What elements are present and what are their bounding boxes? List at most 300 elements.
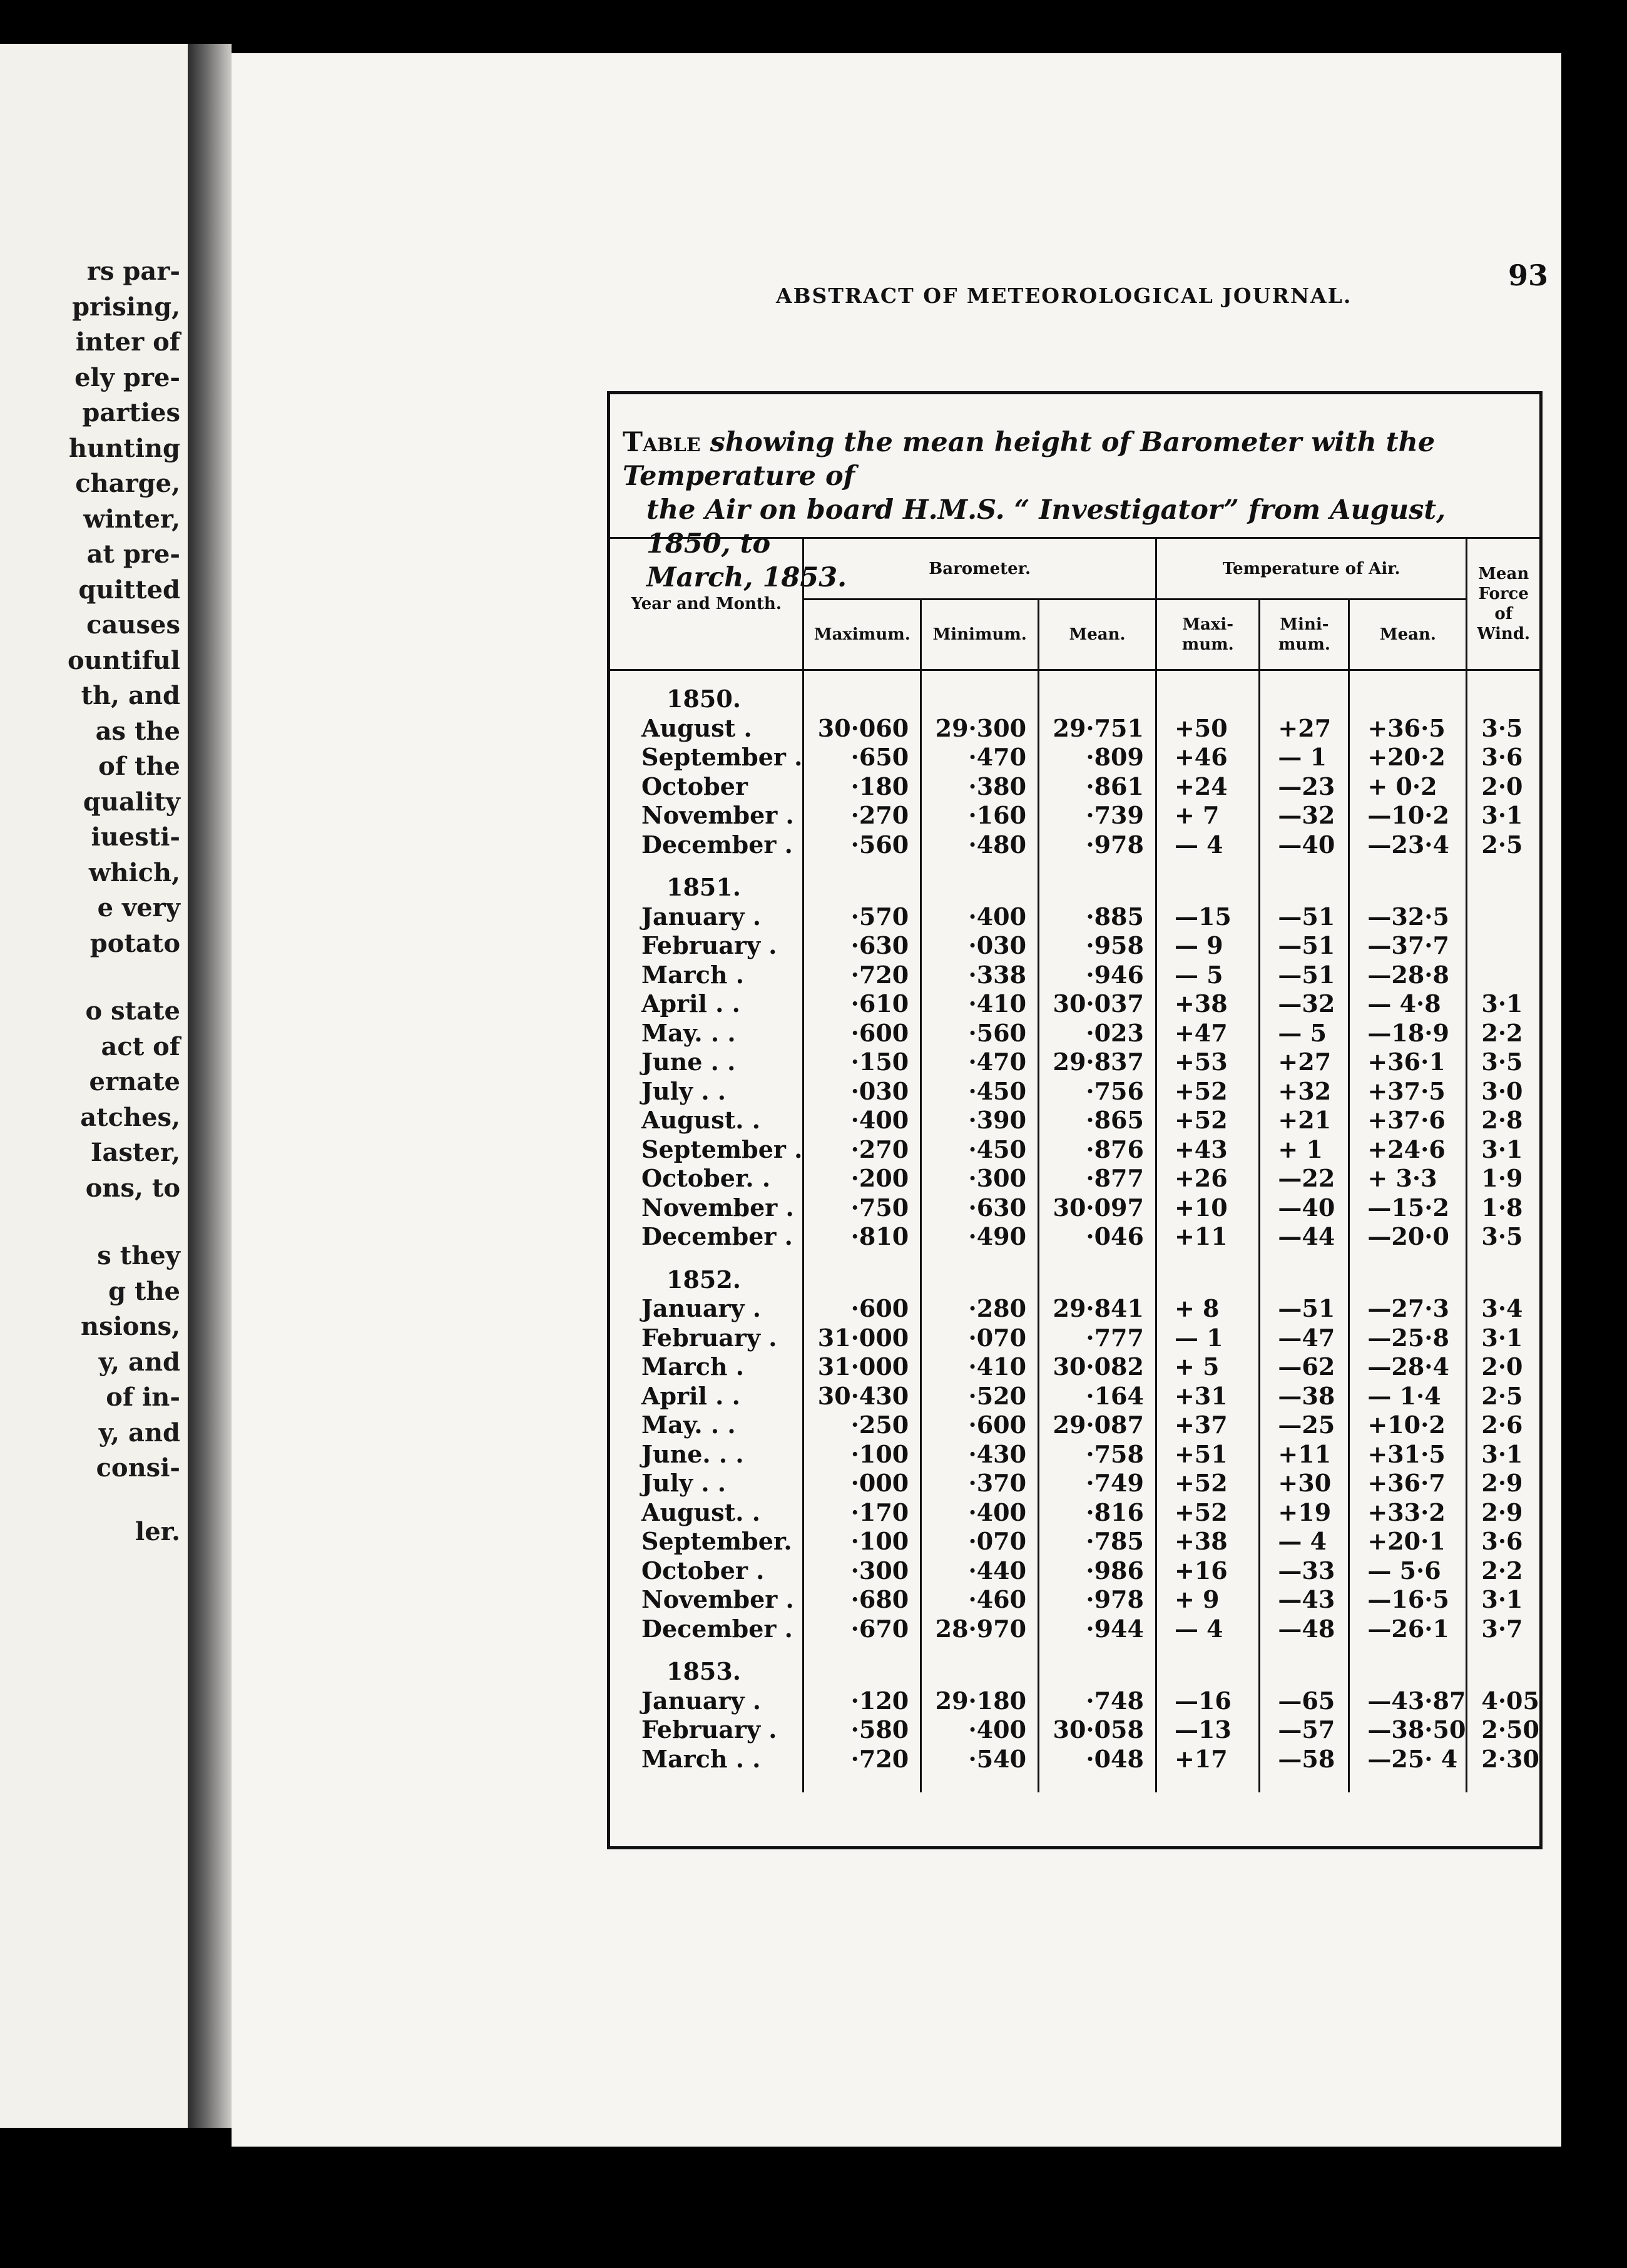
wind-force-cell: 1·8	[1467, 1193, 1539, 1223]
barometer-mean-cell: ·946	[1039, 961, 1156, 990]
temp-min-cell: —23	[1260, 772, 1349, 802]
temp-min-cell: —44	[1260, 1222, 1349, 1252]
temp-min-cell: —57	[1260, 1715, 1349, 1745]
empty-cell	[1039, 1643, 1156, 1687]
month-label: January .	[641, 1294, 762, 1322]
temp-max-cell: +26	[1156, 1164, 1259, 1193]
temp-min-cell: —65	[1260, 1687, 1349, 1716]
wind-force-cell: 2·5	[1467, 1382, 1539, 1411]
left-page-line: ely pre-	[74, 362, 180, 392]
barometer-min-cell: ·520	[921, 1382, 1039, 1411]
month-label: November .	[641, 801, 794, 829]
empty-cell	[1039, 670, 1156, 714]
temp-mean-cell: —25·8	[1349, 1324, 1467, 1353]
month-label: July . .	[641, 1469, 727, 1497]
temp-max-cell: +38	[1156, 1527, 1259, 1556]
temp-min-cell: —51	[1260, 1294, 1349, 1324]
barometer-max-cell: ·610	[803, 989, 921, 1019]
empty-cell	[1349, 1643, 1467, 1687]
barometer-min-cell: ·480	[921, 830, 1039, 860]
header-temp-max: Maxi- mum.	[1156, 600, 1259, 670]
left-page-line: y, and	[98, 1347, 180, 1377]
barometer-mean-cell: ·809	[1039, 743, 1156, 772]
wind-force-cell: 3·0	[1467, 1077, 1539, 1106]
wind-force-cell: 2·5	[1467, 830, 1539, 860]
temp-max-cell: +52	[1156, 1469, 1259, 1498]
barometer-min-cell: ·540	[921, 1745, 1039, 1774]
wind-force-cell: 3·1	[1467, 989, 1539, 1019]
empty-cell	[921, 859, 1039, 902]
page-number: 93	[1508, 258, 1549, 292]
barometer-min-cell: ·160	[921, 801, 1039, 830]
barometer-mean-cell: 30·097	[1039, 1193, 1156, 1223]
barometer-mean-cell: ·046	[1039, 1222, 1156, 1252]
wind-force-cell: 2·30	[1467, 1745, 1539, 1774]
empty-cell	[1260, 670, 1349, 714]
month-label: April . .	[641, 989, 740, 1018]
temp-max-cell: — 4	[1156, 1615, 1259, 1644]
table-row	[610, 1715, 1539, 1745]
wind-force-cell: 3·1	[1467, 1135, 1539, 1165]
empty-cell	[610, 1774, 803, 1792]
table-row	[610, 1687, 1539, 1716]
barometer-min-cell: ·440	[921, 1556, 1039, 1586]
table-box	[607, 391, 1543, 1849]
barometer-mean-cell: ·865	[1039, 1106, 1156, 1135]
empty-cell	[1260, 1643, 1349, 1687]
table-row	[610, 1294, 1539, 1324]
barometer-min-cell: ·380	[921, 772, 1039, 802]
barometer-max-cell: ·270	[803, 1135, 921, 1165]
barometer-max-cell: ·650	[803, 743, 921, 772]
barometer-min-cell: ·490	[921, 1222, 1039, 1252]
table-row	[610, 801, 1539, 830]
temp-max-cell: — 4	[1156, 830, 1259, 860]
barometer-min-cell: ·390	[921, 1106, 1039, 1135]
table-row	[610, 1585, 1539, 1615]
barometer-mean-cell: ·876	[1039, 1135, 1156, 1165]
barometer-mean-cell: ·877	[1039, 1164, 1156, 1193]
month-label: August .	[641, 713, 752, 742]
table-row	[610, 1135, 1539, 1165]
temp-min-cell: —40	[1260, 830, 1349, 860]
table-row	[610, 1106, 1539, 1135]
temp-min-cell: —22	[1260, 1164, 1349, 1193]
temp-max-cell: +52	[1156, 1498, 1259, 1528]
left-page-line: Iaster,	[90, 1138, 180, 1167]
temp-mean-cell: +36·5	[1349, 714, 1467, 743]
barometer-max-cell: 30·430	[803, 1382, 921, 1411]
wind-force-cell: 2·2	[1467, 1556, 1539, 1586]
temp-max-cell: +37	[1156, 1411, 1259, 1440]
temp-min-cell: —40	[1260, 1193, 1349, 1223]
barometer-min-cell: ·070	[921, 1527, 1039, 1556]
temp-mean-cell: —10·2	[1349, 801, 1467, 830]
barometer-min-cell: ·450	[921, 1077, 1039, 1106]
barometer-min-cell: ·400	[921, 1498, 1039, 1528]
month-label: September .	[641, 743, 803, 771]
temp-min-cell: — 5	[1260, 1019, 1349, 1048]
empty-cell	[1156, 859, 1259, 902]
month-label: May. . .	[641, 1018, 736, 1047]
barometer-max-cell: ·560	[803, 830, 921, 860]
temp-mean-cell: —16·5	[1349, 1585, 1467, 1615]
wind-force-cell: 3·1	[1467, 801, 1539, 830]
temp-mean-cell: +36·7	[1349, 1469, 1467, 1498]
barometer-mean-cell: ·749	[1039, 1469, 1156, 1498]
wind-force-cell: 2·9	[1467, 1498, 1539, 1528]
temp-max-cell: +46	[1156, 743, 1259, 772]
wind-force-cell: 3·1	[1467, 1440, 1539, 1469]
table-row	[610, 1615, 1539, 1644]
barometer-min-cell: ·460	[921, 1585, 1039, 1615]
temp-min-cell: +32	[1260, 1077, 1349, 1106]
year-row	[610, 670, 1539, 714]
barometer-max-cell: ·570	[803, 902, 921, 932]
wind-force-cell	[1467, 961, 1539, 990]
month-label: July . .	[641, 1076, 727, 1105]
barometer-min-cell: ·600	[921, 1411, 1039, 1440]
barometer-min-cell: ·560	[921, 1019, 1039, 1048]
barometer-mean-cell: ·758	[1039, 1440, 1156, 1469]
left-page-line: potato	[89, 928, 180, 958]
table-row	[610, 1527, 1539, 1556]
table-row	[610, 989, 1539, 1019]
barometer-max-cell: ·100	[803, 1527, 921, 1556]
empty-cell	[921, 1643, 1039, 1687]
barometer-max-cell: ·030	[803, 1077, 921, 1106]
header-temp-min: Mini- mum.	[1260, 600, 1349, 670]
left-page-line: parties	[82, 398, 180, 427]
left-page-line: e very	[97, 893, 180, 922]
month-label: March .	[641, 1352, 744, 1381]
barometer-min-cell: ·070	[921, 1324, 1039, 1353]
month-label: October .	[641, 1556, 765, 1585]
barometer-min-cell: 28·970	[921, 1615, 1039, 1644]
month-label: December .	[641, 1614, 793, 1643]
header-temperature: Temperature of Air.	[1156, 538, 1466, 600]
empty-cell	[1039, 1774, 1156, 1792]
left-page-line: quitted	[78, 575, 180, 605]
barometer-mean-cell: 29·087	[1039, 1411, 1156, 1440]
barometer-min-cell: ·470	[921, 1048, 1039, 1077]
table-row	[610, 1382, 1539, 1411]
left-page-line: charge,	[75, 469, 180, 498]
barometer-min-cell: ·370	[921, 1469, 1039, 1498]
barometer-mean-cell: ·978	[1039, 1585, 1156, 1615]
barometer-max-cell: ·720	[803, 1745, 921, 1774]
table-row	[610, 1019, 1539, 1048]
barometer-max-cell: ·250	[803, 1411, 921, 1440]
barometer-mean-cell: 29·841	[1039, 1294, 1156, 1324]
temp-mean-cell: —20·0	[1349, 1222, 1467, 1252]
temp-mean-cell: —43·87	[1349, 1687, 1467, 1716]
empty-cell	[1260, 859, 1349, 902]
left-page-line: causes	[86, 610, 180, 640]
temp-min-cell: — 1	[1260, 743, 1349, 772]
wind-force-cell: 3·1	[1467, 1324, 1539, 1353]
barometer-mean-cell: ·958	[1039, 931, 1156, 961]
left-page-line: atches,	[80, 1102, 180, 1132]
barometer-min-cell: ·430	[921, 1440, 1039, 1469]
barometer-max-cell: ·300	[803, 1556, 921, 1586]
empty-cell	[1349, 1774, 1467, 1792]
left-page-line: nsions,	[80, 1312, 180, 1341]
temp-max-cell: +50	[1156, 714, 1259, 743]
temp-max-cell: +17	[1156, 1745, 1259, 1774]
table-row	[610, 1556, 1539, 1586]
left-page-line: prising,	[72, 292, 180, 322]
barometer-max-cell: ·720	[803, 961, 921, 990]
barometer-max-cell: 30·060	[803, 714, 921, 743]
table-row	[610, 931, 1539, 961]
barometer-max-cell: ·680	[803, 1585, 921, 1615]
temp-mean-cell: —18·9	[1349, 1019, 1467, 1048]
table-row	[610, 961, 1539, 990]
wind-force-cell: 3·7	[1467, 1615, 1539, 1644]
temp-min-cell: —32	[1260, 801, 1349, 830]
barometer-max-cell: 31·000	[803, 1352, 921, 1382]
barometer-mean-cell: ·816	[1039, 1498, 1156, 1528]
wind-force-cell: 2·9	[1467, 1469, 1539, 1498]
empty-cell	[1467, 1774, 1539, 1792]
barometer-min-cell: ·400	[921, 1715, 1039, 1745]
meteorological-table	[610, 537, 1539, 1792]
table-row	[610, 902, 1539, 932]
wind-force-cell: 3·5	[1467, 1048, 1539, 1077]
barometer-min-cell: ·470	[921, 743, 1039, 772]
barometer-max-cell: ·600	[803, 1019, 921, 1048]
temp-mean-cell: —25· 4	[1349, 1745, 1467, 1774]
empty-cell	[1467, 859, 1539, 902]
wind-force-cell: 2·2	[1467, 1019, 1539, 1048]
temp-max-cell: +43	[1156, 1135, 1259, 1165]
empty-cell	[1467, 1252, 1539, 1295]
left-page-line: quality	[83, 787, 180, 817]
barometer-mean-cell: ·785	[1039, 1527, 1156, 1556]
left-page-line: ons, to	[85, 1173, 180, 1203]
temp-min-cell: —62	[1260, 1352, 1349, 1382]
month-label: January .	[641, 1686, 762, 1715]
left-page-line: at pre-	[86, 539, 180, 569]
temp-min-cell: —48	[1260, 1615, 1349, 1644]
temp-min-cell: +27	[1260, 714, 1349, 743]
running-head: ABSTRACT OF METEOROLOGICAL JOURNAL.	[776, 284, 1352, 308]
empty-cell	[921, 1774, 1039, 1792]
month-label: October. .	[641, 1164, 771, 1192]
month-label: August. .	[641, 1106, 760, 1134]
barometer-max-cell: ·400	[803, 1106, 921, 1135]
temp-max-cell: +16	[1156, 1556, 1259, 1586]
wind-force-cell: 2·0	[1467, 772, 1539, 802]
temp-mean-cell: —28·8	[1349, 961, 1467, 990]
wind-force-cell: 3·6	[1467, 1527, 1539, 1556]
empty-cell	[1467, 1643, 1539, 1687]
table-body	[610, 670, 1539, 1793]
barometer-mean-cell: ·023	[1039, 1019, 1156, 1048]
wind-force-cell: 2·50	[1467, 1715, 1539, 1745]
left-page-line: of in-	[106, 1382, 180, 1412]
temp-min-cell: —38	[1260, 1382, 1349, 1411]
temp-mean-cell: —27·3	[1349, 1294, 1467, 1324]
barometer-min-cell: ·300	[921, 1164, 1039, 1193]
barometer-mean-cell: 30·037	[1039, 989, 1156, 1019]
barometer-min-cell: ·280	[921, 1294, 1039, 1324]
bottom-spacer-row	[610, 1774, 1539, 1792]
left-page-line: consi-	[96, 1453, 180, 1483]
left-page-line: th, and	[81, 681, 180, 710]
header-baro-max: Maximum.	[803, 600, 921, 670]
temp-mean-cell: — 1·4	[1349, 1382, 1467, 1411]
month-label: February .	[641, 931, 777, 959]
temp-mean-cell: —38·50	[1349, 1715, 1467, 1745]
left-page-line: iuesti-	[91, 822, 180, 852]
temp-mean-cell: —32·5	[1349, 902, 1467, 932]
year-row	[610, 1252, 1539, 1295]
table-row	[610, 1048, 1539, 1077]
left-page-line: inter of	[75, 327, 180, 357]
wind-force-cell: 3·5	[1467, 1222, 1539, 1252]
temp-min-cell: —51	[1260, 931, 1349, 961]
header-wind: Mean Force of Wind.	[1467, 538, 1539, 670]
temp-max-cell: +10	[1156, 1193, 1259, 1223]
barometer-min-cell: ·338	[921, 961, 1039, 990]
left-page-line: ernate	[89, 1067, 180, 1096]
barometer-min-cell: ·410	[921, 1352, 1039, 1382]
temp-max-cell: + 5	[1156, 1352, 1259, 1382]
empty-cell	[1467, 670, 1539, 714]
month-label: April . .	[641, 1381, 740, 1410]
temp-min-cell: —51	[1260, 961, 1349, 990]
temp-min-cell: —47	[1260, 1324, 1349, 1353]
month-label: June. . .	[641, 1439, 744, 1468]
month-label: December .	[641, 1222, 793, 1250]
temp-mean-cell: +33·2	[1349, 1498, 1467, 1528]
table-row	[610, 772, 1539, 802]
month-label: May. . .	[641, 1411, 736, 1439]
barometer-mean-cell: 29·751	[1039, 714, 1156, 743]
year-label: 1853.	[666, 1657, 741, 1685]
wind-force-cell: 3·6	[1467, 743, 1539, 772]
month-label: June . .	[641, 1048, 736, 1076]
empty-cell	[1039, 1252, 1156, 1295]
empty-cell	[1260, 1252, 1349, 1295]
temp-min-cell: —51	[1260, 902, 1349, 932]
left-page-line: act of	[101, 1031, 180, 1061]
temp-mean-cell: —15·2	[1349, 1193, 1467, 1223]
empty-cell	[803, 1643, 921, 1687]
wind-force-cell: 3·5	[1467, 714, 1539, 743]
barometer-max-cell: ·600	[803, 1294, 921, 1324]
table-row	[610, 1411, 1539, 1440]
month-label: December .	[641, 830, 793, 859]
temp-max-cell: +38	[1156, 989, 1259, 1019]
month-label: February .	[641, 1715, 777, 1744]
barometer-min-cell: ·410	[921, 989, 1039, 1019]
barometer-mean-cell: 29·837	[1039, 1048, 1156, 1077]
left-page-line: of the	[98, 752, 180, 781]
barometer-mean-cell: 30·082	[1039, 1352, 1156, 1382]
barometer-mean-cell: ·777	[1039, 1324, 1156, 1353]
year-label: 1850.	[666, 685, 741, 713]
barometer-max-cell: ·000	[803, 1469, 921, 1498]
header-barometer: Barometer.	[803, 538, 1156, 600]
header-year-month: Year and Month.	[631, 595, 782, 613]
temp-max-cell: + 7	[1156, 801, 1259, 830]
barometer-max-cell: ·120	[803, 1687, 921, 1716]
wind-force-cell: 3·1	[1467, 1585, 1539, 1615]
header-temp-mean: Mean.	[1349, 600, 1467, 670]
wind-force-cell	[1467, 931, 1539, 961]
barometer-mean-cell: 30·058	[1039, 1715, 1156, 1745]
temp-mean-cell: — 4·8	[1349, 989, 1467, 1019]
temp-mean-cell: — 5·6	[1349, 1556, 1467, 1586]
temp-mean-cell: +37·6	[1349, 1106, 1467, 1135]
year-label: 1852.	[666, 1265, 741, 1294]
empty-cell	[1349, 670, 1467, 714]
temp-min-cell: —25	[1260, 1411, 1349, 1440]
barometer-min-cell: 29·300	[921, 714, 1039, 743]
temp-max-cell: — 5	[1156, 961, 1259, 990]
table-row	[610, 714, 1539, 743]
temp-max-cell: + 8	[1156, 1294, 1259, 1324]
temp-mean-cell: —23·4	[1349, 830, 1467, 860]
barometer-max-cell: ·810	[803, 1222, 921, 1252]
table-row	[610, 1324, 1539, 1353]
right-page	[232, 53, 1561, 2147]
month-label: October	[641, 772, 748, 800]
caption-line-1: showing the mean height of Barometer with the Temperature of	[623, 427, 1436, 492]
left-page-line: s they	[97, 1241, 180, 1270]
empty-cell	[1156, 1774, 1259, 1792]
barometer-max-cell: ·670	[803, 1615, 921, 1644]
caption-lead: Table	[623, 427, 701, 458]
month-label: March . .	[641, 1744, 761, 1773]
temp-mean-cell: +20·2	[1349, 743, 1467, 772]
barometer-mean-cell: ·885	[1039, 902, 1156, 932]
empty-cell	[1260, 1774, 1349, 1792]
temp-mean-cell: —26·1	[1349, 1615, 1467, 1644]
year-row	[610, 1643, 1539, 1687]
temp-max-cell: — 9	[1156, 931, 1259, 961]
barometer-mean-cell: ·048	[1039, 1745, 1156, 1774]
left-page-line: y, and	[98, 1418, 180, 1448]
barometer-mean-cell: ·978	[1039, 830, 1156, 860]
table-row	[610, 1440, 1539, 1469]
temp-mean-cell: + 3·3	[1349, 1164, 1467, 1193]
barometer-mean-cell: ·756	[1039, 1077, 1156, 1106]
wind-force-cell	[1467, 902, 1539, 932]
temp-max-cell: +53	[1156, 1048, 1259, 1077]
temp-max-cell: +51	[1156, 1440, 1259, 1469]
barometer-max-cell: ·750	[803, 1193, 921, 1223]
table-row	[610, 1193, 1539, 1223]
barometer-mean-cell: ·986	[1039, 1556, 1156, 1586]
empty-cell	[803, 1252, 921, 1295]
temp-max-cell: +52	[1156, 1106, 1259, 1135]
wind-force-cell: 2·0	[1467, 1352, 1539, 1382]
empty-cell	[921, 1252, 1039, 1295]
empty-cell	[1349, 1252, 1467, 1295]
table-row	[610, 1164, 1539, 1193]
temp-min-cell: +21	[1260, 1106, 1349, 1135]
wind-force-cell: 3·4	[1467, 1294, 1539, 1324]
temp-max-cell: +47	[1156, 1019, 1259, 1048]
left-page-line: hunting	[69, 433, 180, 463]
barometer-mean-cell: ·748	[1039, 1687, 1156, 1716]
temp-min-cell: +11	[1260, 1440, 1349, 1469]
barometer-min-cell: 29·180	[921, 1687, 1039, 1716]
